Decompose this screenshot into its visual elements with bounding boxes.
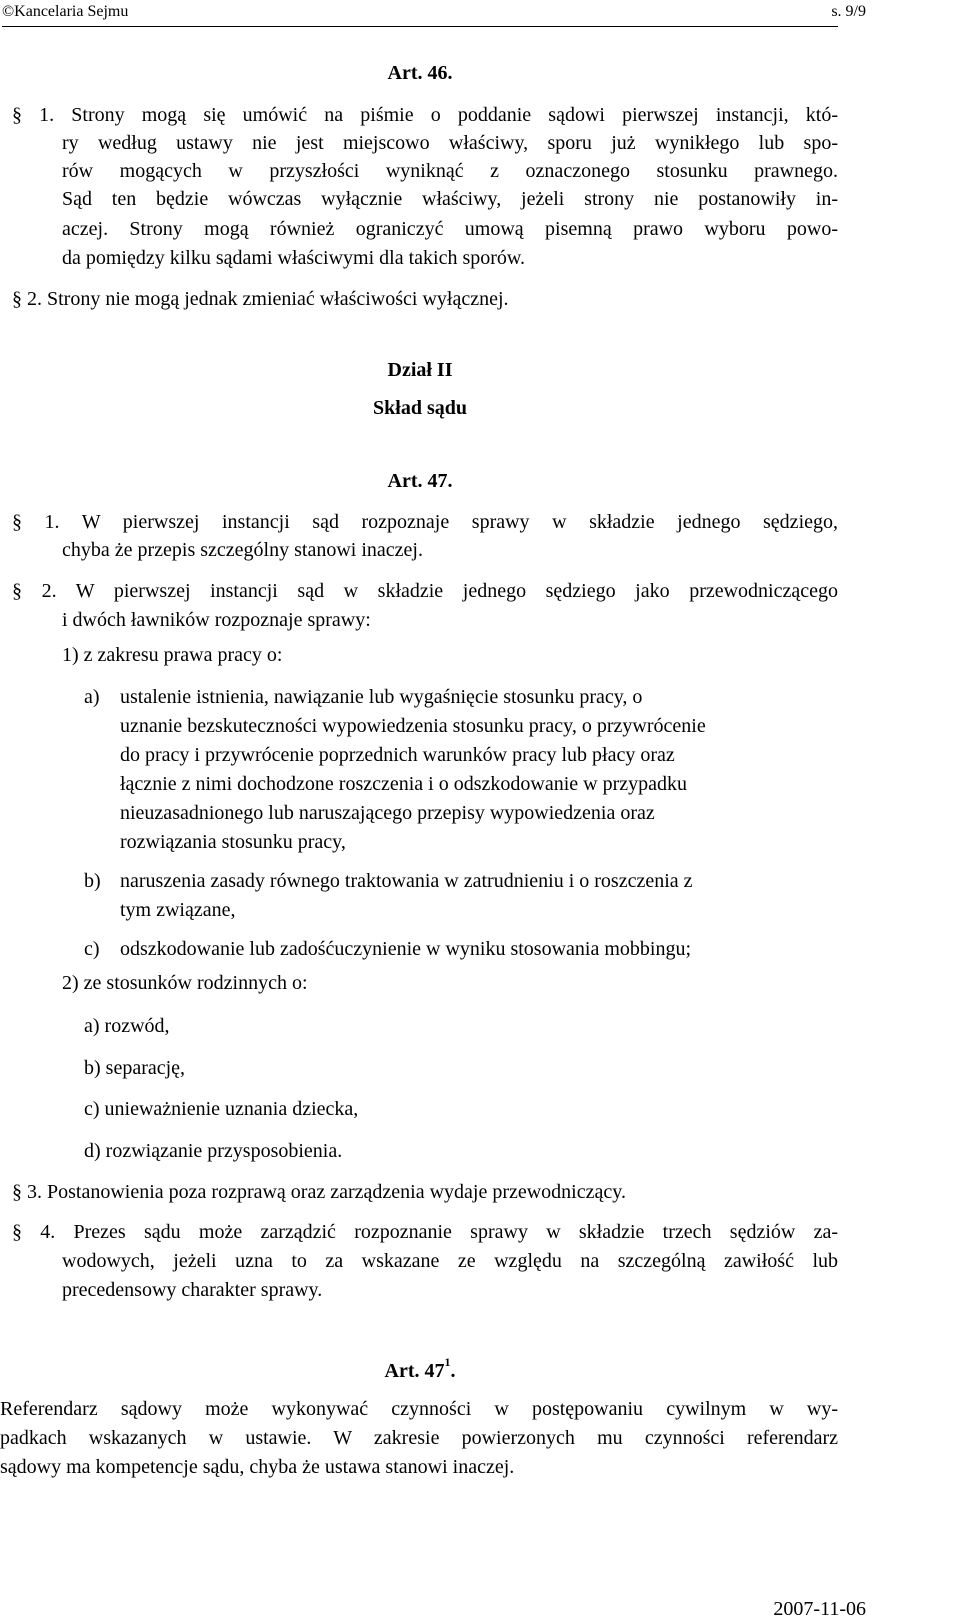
art47-para3: § 3. Postanowienia poza rozprawą oraz zarządzenia wydaje przewodniczący. <box>12 1181 626 1203</box>
header-page-number: s. 9/9 <box>831 3 866 20</box>
art46-para2: § 2. Strony nie mogą jednak zmieniać właściwości wyłącznej. <box>12 288 509 310</box>
art46-para1-line: § 1. Strony mogą się umówić na piśmie o poddanie sądowi pierwszej instancji, któ- <box>12 104 838 126</box>
article-47-title: Art. 47. <box>387 470 453 492</box>
art47-item-1a-line: do pracy i przywrócenie poprzednich warunków pracy lub płacy oraz <box>120 744 675 766</box>
article-47-1-title-main: Art. 47 <box>384 1360 445 1382</box>
article-47-1-title-dot: . <box>450 1360 456 1382</box>
art47-para4-line: § 4. Prezes sądu może zarządzić rozpoznanie sprawy w składzie trzech sędziów za- <box>12 1221 838 1243</box>
art47-item-2d: d) rozwiązanie przysposobienia. <box>84 1140 343 1162</box>
division-title: Dział II <box>387 359 453 381</box>
art47-item-1a-line: nieuzasadnionego lub naruszającego przepisy wypowiedzenia oraz <box>120 802 655 824</box>
art47-item-1b-label: b) <box>84 870 101 892</box>
art47-item-1a-line: ustalenie istnienia, nawiązanie lub wygaśnięcie stosunku pracy, o <box>120 686 643 708</box>
art47-para1-line: § 1. W pierwszej instancji sąd rozpoznaje sprawy w składzie jednego sędziego, <box>12 511 838 533</box>
art46-para1-line: aczej. Strony mogą również ograniczyć umową pisemną prawo wyboru powo- <box>62 218 838 240</box>
art46-para1-line: ry według ustawy nie jest miejscowo właściwy, sporu już wynikłego lub spo- <box>62 132 838 154</box>
article-47-1-title <box>0 1356 840 1386</box>
article-47-1-title-superscript: 1 <box>444 1355 451 1370</box>
art46-para1-line: Sąd ten będzie wówczas wyłącznie właściwy, jeżeli strony nie postanowiły in- <box>62 188 838 210</box>
art47-item-1a-line: łącznie z nimi dochodzone roszczenia i o odszkodowanie w przypadku <box>120 773 688 795</box>
art47-item-1a-line: rozwiązania stosunku pracy, <box>120 831 346 853</box>
art47-item-1b-line: naruszenia zasady równego traktowania w zatrudnieniu i o roszczenia z <box>120 870 693 892</box>
art47-item-1a-label: a) <box>84 686 100 708</box>
art47-para4-line: wodowych, jeżeli uzna to za wskazane ze względu na szczególną zawiłość lub <box>62 1250 838 1272</box>
footer-date: 2007-11-06 <box>773 1598 866 1620</box>
art47-para2-line: § 2. W pierwszej instancji sąd w składzie jednego sędziego jako przewodniczącego <box>12 580 838 602</box>
art47-item-2b: b) separację, <box>84 1057 186 1079</box>
division-subtitle: Skład sądu <box>373 397 467 419</box>
art47-para2-line: i dwóch ławników rozpoznaje sprawy: <box>62 609 371 631</box>
art47-item-1: 1) z zakresu prawa pracy o: <box>62 644 283 666</box>
art47-para4-line: precedensowy charakter sprawy. <box>62 1279 323 1301</box>
header-rule <box>2 26 838 27</box>
art47-1-text-line: Referendarz sądowy może wykonywać czynności w postępowaniu cywilnym w wy- <box>0 1398 838 1420</box>
art47-1-text-line: padkach wskazanych w ustawie. W zakresie powierzonych mu czynności referendarz <box>0 1427 838 1449</box>
art47-item-2: 2) ze stosunków rodzinnych o: <box>62 972 308 994</box>
art47-item-1c-label: c) <box>84 938 100 960</box>
art46-para1-line: da pomiędzy kilku sądami właściwymi dla takich sporów. <box>62 247 526 269</box>
art47-item-2c: c) unieważnienie uznania dziecka, <box>84 1098 359 1120</box>
header-source: ©Kancelaria Sejmu <box>2 3 129 20</box>
art47-item-1b-line: tym związane, <box>120 899 236 921</box>
art47-1-text-line: sądowy ma kompetencje sądu, chyba że ustawa stanowi inaczej. <box>0 1456 515 1478</box>
art46-para1-line: rów mogących w przyszłości wyniknąć z oznaczonego stosunku prawnego. <box>62 160 838 182</box>
art47-item-1c: odszkodowanie lub zadośćuczynienie w wyniku stosowania mobbingu; <box>120 938 691 960</box>
art47-para1-line: chyba że przepis szczególny stanowi inaczej. <box>62 539 423 561</box>
art47-item-2a: a) rozwód, <box>84 1015 170 1037</box>
article-46-title: Art. 46. <box>387 62 453 84</box>
art47-item-1a-line: uznanie bezskuteczności wypowiedzenia stosunku pracy, o przywrócenie <box>120 715 706 737</box>
